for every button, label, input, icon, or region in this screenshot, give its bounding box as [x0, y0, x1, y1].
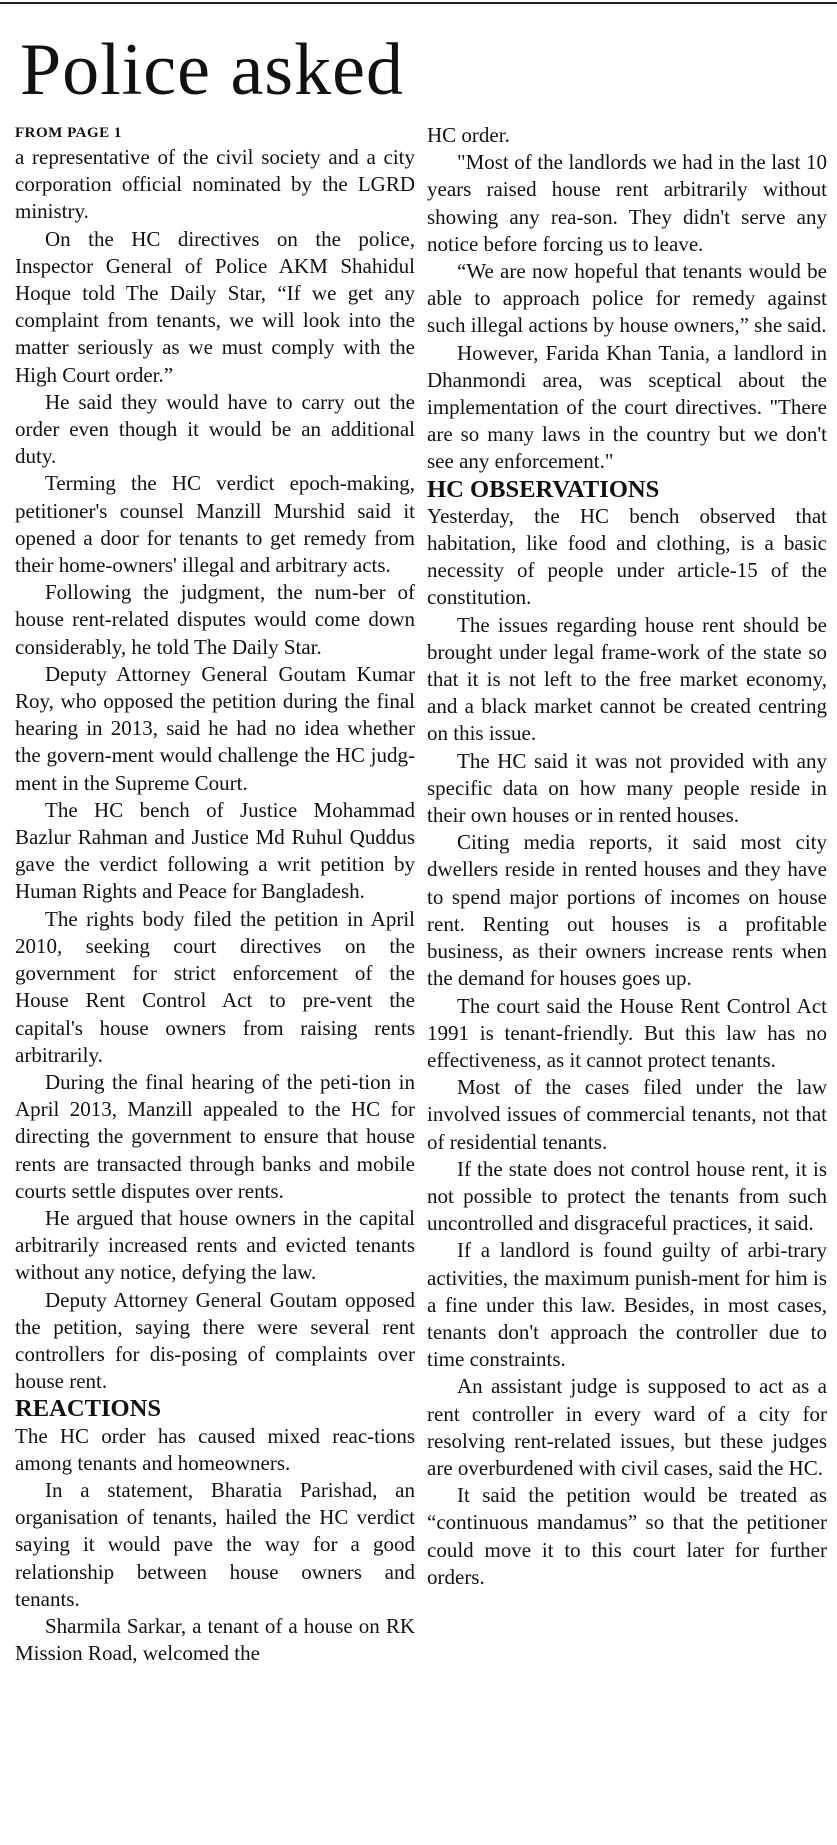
paragraph: The HC said it was not provided with any specific data on how many people reside in their own houses or in rented houses. [427, 748, 827, 828]
paragraph: It said the petition would be treated as “continuous mandamus” so that the petitioner could move it to this court later for further orders. [427, 1483, 827, 1589]
paragraph: An assistant judge is supposed to act as a rent controller in every ward of a city for resolving rent-related issues, but these judges are overburdened with civil cases, said the HC. [427, 1374, 827, 1480]
paragraph: If the state does not control house rent, it is not possible to protect the tenants from such uncontrolled and disgraceful practices, it said. [427, 1156, 827, 1236]
paragraph: Following the judgment, the num-ber of house rent-related disputes would come down considerably, he told The Daily Star. [15, 580, 415, 659]
top-rule [0, 2, 837, 4]
paragraph: Yesterday, the HC bench observed that habitation, like food and clothing, is a basic necessity of people under article-15 of the constitution. [427, 503, 827, 610]
right-column [427, 122, 827, 1591]
kicker: FROM PAGE 1 [15, 125, 122, 141]
paragraph: The issues regarding house rent should be brought under legal frame-work of the state so that it is not left to the free market economy, and a black market cannot be created centring on this issue. [427, 612, 827, 746]
paragraph: During the final hearing of the peti-tion in April 2013, Manzill appealed to the HC for directing the government to ensure that house rents are transacted through banks and mobile courts settle disputes over rents. [15, 1069, 415, 1203]
paragraph: The HC bench of Justice Mohammad Bazlur Rahman and Justice Md Ruhul Quddus gave the verdict following a writ petition by Human Rights and Peace for Bangladesh. [15, 797, 415, 904]
paragraph: He argued that house owners in the capital arbitrarily increased rents and evicted tenants without any notice, defying the law. [15, 1205, 415, 1285]
paragraph: However, Farida Khan Tania, a landlord in Dhanmondi area, was sceptical about the implementation of the court directives. "There are so many laws in the country but we don't see any enforcement." [427, 340, 827, 474]
section-heading: REACTIONS [15, 1395, 162, 1423]
headline: Police asked [20, 29, 404, 111]
paragraph: Terming the HC verdict epoch-making, petitioner's counsel Manzill Murshid said it opened a door for tenants to get remedy from their home-owners' illegal and arbitrary acts. [15, 471, 415, 578]
paragraph: In a statement, Bharatia Parishad, an organisation of tenants, hailed the HC verdict saying it would pave the way for a good relationship between house owners and tenants. [15, 1477, 415, 1611]
paragraph: He said they would have to carry out the order even though it would be an additional duty. [15, 389, 415, 469]
paragraph: On the HC directives on the police, Inspector General of Police AKM Shahidul Hoque told The Daily Star, “If we get any complaint from tenants, we will look into the matter seriously as we must comply with the High Court order.” [15, 226, 415, 387]
paragraph: HC order. [427, 123, 510, 147]
paragraph: If a landlord is found guilty of arbi-trary activities, the maximum punish-ment for him is a fine under this law. Besides, in most cases, tenants don't approach the controller due to time constraints. [427, 1238, 827, 1372]
paragraph: Deputy Attorney General Goutam opposed the petition, saying there were several rent controllers for dis-posing of complaints over house rent. [15, 1287, 415, 1394]
paragraph: Sharmila Sarkar, a tenant of a house on RK Mission Road, welcomed the [15, 1613, 415, 1666]
paragraph: "Most of the landlords we had in the last 10 years raised house rent arbitrarily without showing any rea-son. They didn't serve any notice before forcing us to leave. [427, 150, 827, 256]
paragraph: The HC order has caused mixed reac-tions among tenants and homeowners. [15, 1423, 415, 1475]
paragraph: “We are now hopeful that tenants would be able to approach police for remedy against such illegal actions by house owners,” she said. [427, 259, 827, 338]
paragraph: a representative of the civil society and a city corporation official nominated by the LGRD ministry. [15, 145, 415, 224]
paragraph: Most of the cases filed under the law involved issues of commercial tenants, not that of residential tenants. [427, 1075, 827, 1154]
left-column [15, 122, 415, 1667]
paragraph: Citing media reports, it said most city dwellers reside in rented houses and they have to spend major portions of incomes on house rent. Renting out houses is a profitable business, as their owners increase rents when the demand for houses goes up. [427, 830, 827, 991]
paragraph: The rights body filed the petition in April 2010, seeking court directives on the government for strict enforcement of the House Rent Control Act to pre-vent the capital's house owners from raising rents arbitrarily. [15, 906, 415, 1067]
paragraph: Deputy Attorney General Goutam Kumar Roy, who opposed the petition during the final hearing in 2013, said he had no idea whether the govern-ment would challenge the HC judg-ment in the Supreme Court. [15, 661, 415, 795]
section-heading: HC OBSERVATIONS [427, 475, 660, 503]
paragraph: The court said the House Rent Control Act 1991 is tenant-friendly. But this law has no effectiveness, as it cannot protect tenants. [427, 993, 827, 1072]
